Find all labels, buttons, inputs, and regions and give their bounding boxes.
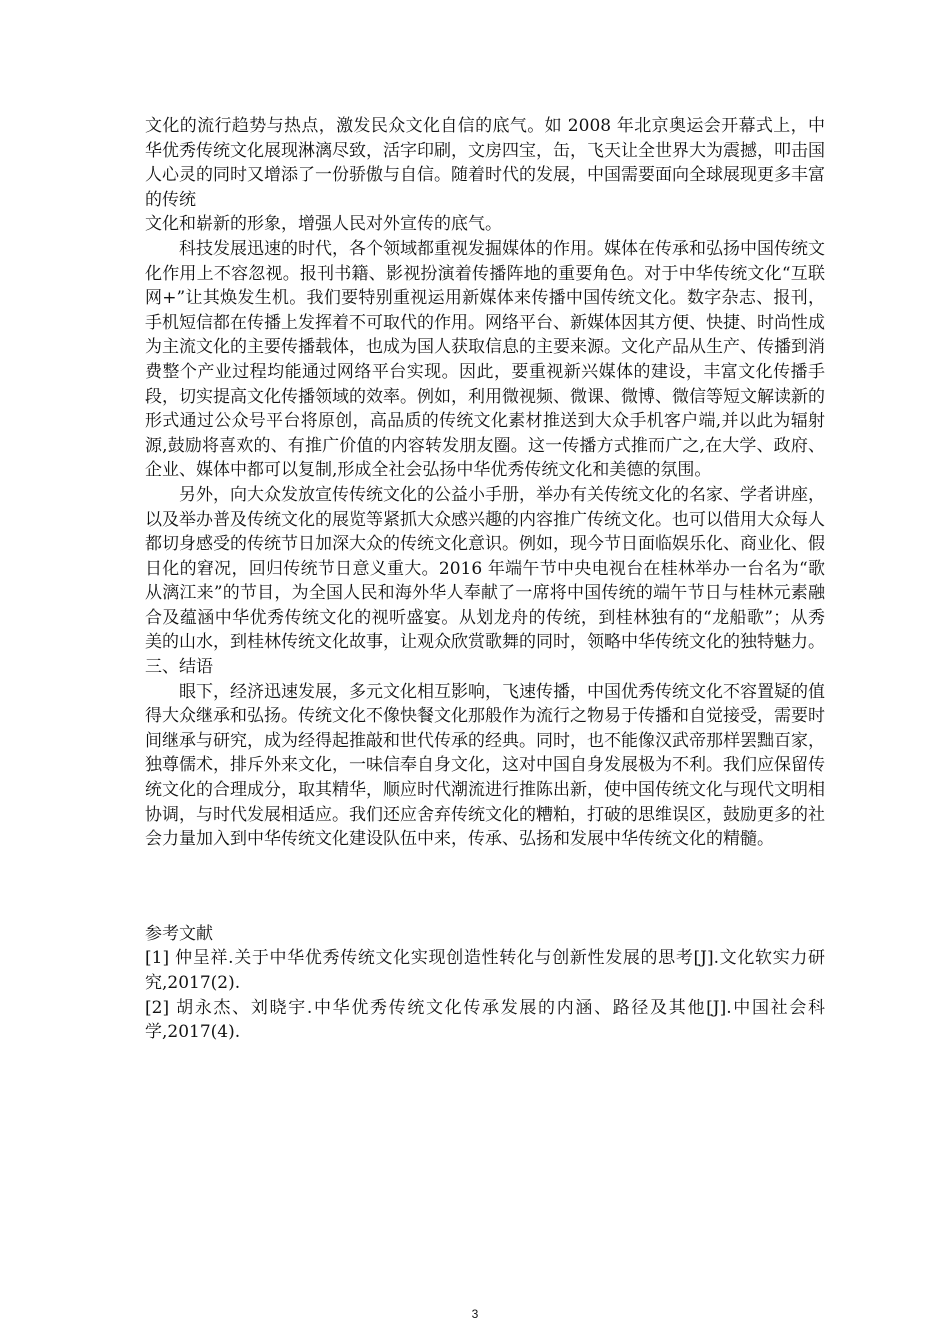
spacer bbox=[145, 852, 825, 922]
references-title: 参考文献 bbox=[145, 923, 213, 944]
paragraph-continuation: 文化的流行趋势与热点，激发民众文化自信的底气。如 2008 年北京奥运会开幕式上，中华优秀传统文化展现淋漓尽致，活字印刷，文房四宝，缶，飞天让全世界大为震撼，叩击国人心灵的同时又增添了一份骄傲与自信。随着时代的发展，中国需要面向全球展现更多丰富的传统 bbox=[145, 116, 825, 210]
reference-item-2: [2] 胡永杰、刘晓宇.中华优秀传统文化传承发展的内涵、路径及其他[J].中国社会科学,2017(4). bbox=[145, 997, 825, 1043]
section-heading-conclusion: 三、结语 bbox=[145, 657, 213, 678]
paragraph-new-media: 科技发展迅速的时代，各个领域都重视发掘媒体的作用。媒体在传承和弘扬中国传统文化作用上不容忽视。报刊书籍、影视扮演着传播阵地的重要角色。对于中华传统文化“互联网+”让其焕发生机。我们要特别重视运用新媒体来传播中国传统文化。数字杂志、报刊，手机短信都在传播上发挥着不可取代的作用。网络平台、新媒体因其方便、快捷、时尚性成为主流文化的主要传播载体，也成为国人获取信息的主要来源。文化产品从生产、传播到消费整个产业过程均能通过网络平台实现。因此，要重视新兴媒体的建设，丰富文化传播手段，切实提高文化传播领域的效率。例如，利用微视频、微课、微博、微信等短文解读新的形式通过公众号平台将原创，高品质的传统文化素材推送到大众手机客户端,并以此为辐射源,鼓励将喜欢的、有推广价值的内容转发朋友圈。这一传播方式推而广之,在大学、政府、企业、媒体中都可以复制,形成全社会弘扬中华优秀传统文化和美德的氛围。 bbox=[145, 238, 825, 481]
paragraph-festivals: 另外，向大众发放宣传传统文化的公益小手册，举办有关传统文化的名家、学者讲座，以及举办普及传统文化的展览等紧抓大众感兴趣的内容推广传统文化。也可以借用大众每人都切身感受的传统节日加深大众的传统文化意识。例如，现今节日面临娱乐化、商业化、假日化的窘况，回归传统节日意义重大。2016 年端午节中央电视台在桂林举办一台名为“歌从漓江来”的节目，为全国人民和海外华人奉献了一席将中国传统的端午节日与桂林元素融合及蕴涵中华优秀传统文化的视听盛宴。从划龙舟的传统，到桂林独有的“龙船歌”；从秀美的山水，到桂林传统文化故事，让观众欣赏歌舞的同时，领略中华传统文化的独特魅力。 bbox=[145, 484, 825, 653]
paragraph-conclusion: 眼下，经济迅速发展，多元文化相互影响，飞速传播，中国优秀传统文化不容置疑的值得大众继承和弘扬。传统文化不像快餐文化那般作为流行之物易于传播和自觉接受，需要时间继承与研究，成为经得起推敲和世代传承的经典。同时，也不能像汉武帝那样罢黜百家，独尊儒术，排斥外来文化，一味信奉自身文化，这对中国自身发展极为不利。我们应保留传统文化的合理成分，取其精华，顺应时代潮流进行推陈出新，使中国传统文化与现代文明相协调，与时代发展相适应。我们还应舍弃传统文化的糟粕，打破的思维误区，鼓励更多的社会力量加入到中华传统文化建设队伍中来，传承、弘扬和发展中华传统文化的精髓。 bbox=[145, 681, 825, 850]
reference-item-1: [1] 仲呈祥.关于中华优秀传统文化实现创造性转化与创新性发展的思考[J].文化软实力研究,2017(2). bbox=[145, 948, 825, 993]
paragraph-continuation-end: 文化和崭新的形象，增强人民对外宣传的底气。 bbox=[145, 214, 502, 235]
page-number: 3 bbox=[471, 1307, 479, 1321]
document-page bbox=[145, 114, 825, 1045]
